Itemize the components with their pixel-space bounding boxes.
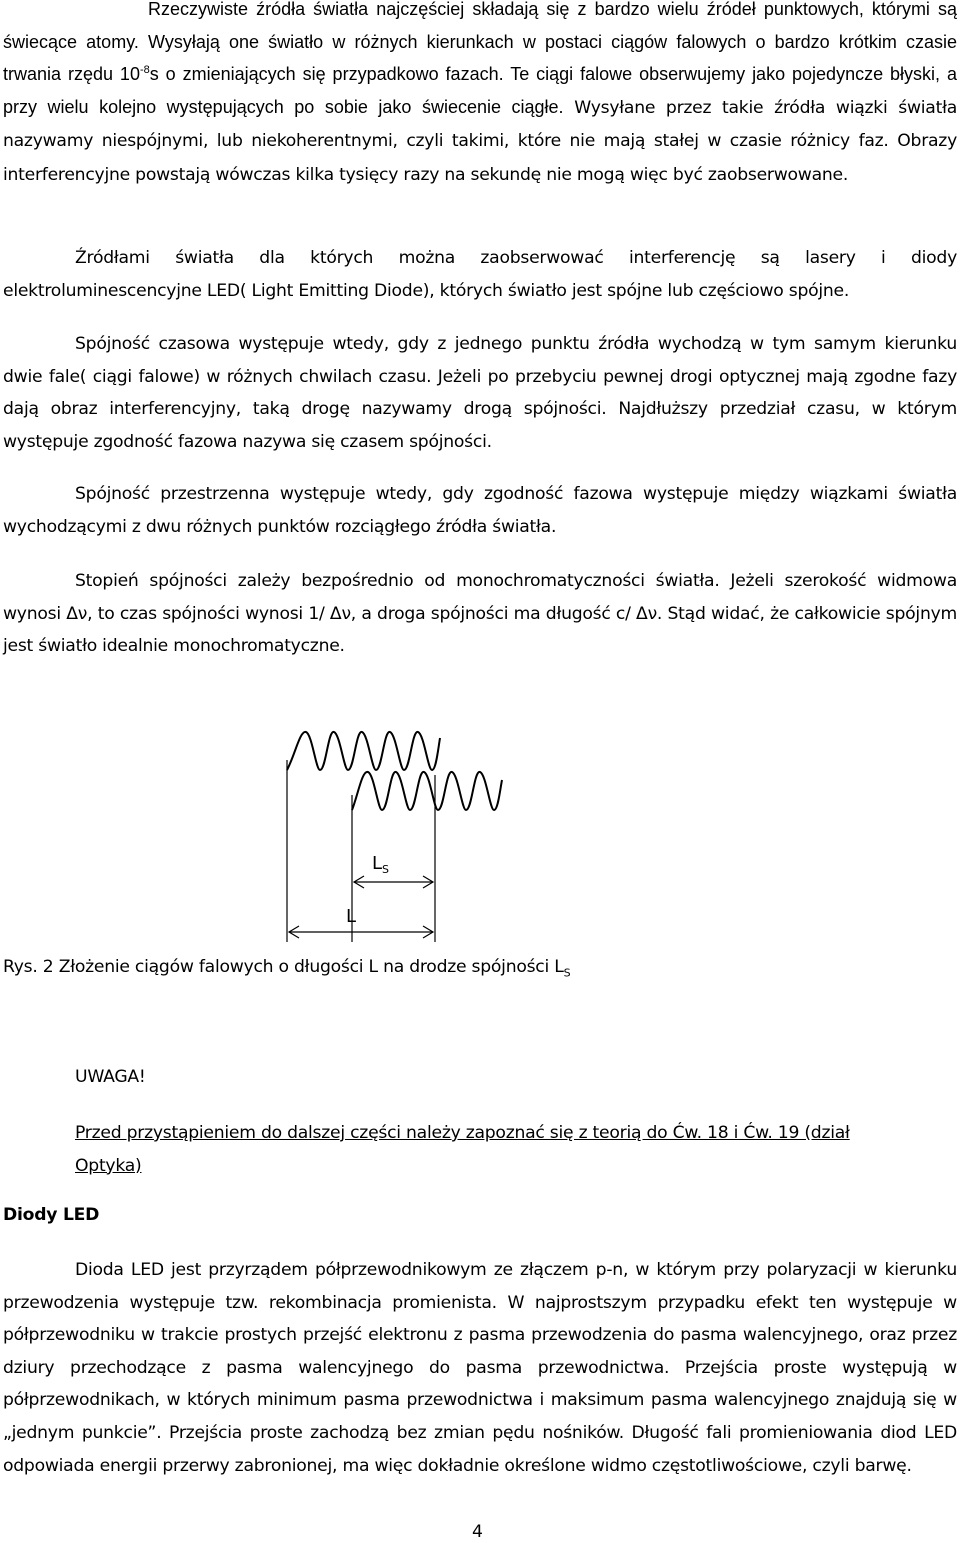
paragraph-text: Wysyłane przez takie źródła wiązki światła nazywamy niespójnymi, lub niekoherentnymi, czyli takimi, które nie mają stałej w czasie różnicy faz. Obrazy interferencyjne powstają wówczas kilka tysięcy razy na sekundę nie mogą więc być zaobserwowane. bbox=[3, 97, 957, 185]
paragraph-text: Rzeczywiste źródła światła najczęściej składają się z bardzo wielu źródeł punktowych, którymi są świecące atomy. Wysyłają one światło w różnych kierunkach w postaci ciągów falowych o bardzo krótkim czasie trwania rzędu 10 bbox=[3, 0, 957, 85]
wave-train-lower bbox=[352, 772, 502, 810]
exponent: -8 bbox=[139, 64, 150, 77]
paragraph-spatial-coherence: Spójność przestrzenna występuje wtedy, gdy zgodność fazowa występuje między wiązkami światła wychodzącymi z dwu różnych punktów rozciągłego źródła światła. bbox=[3, 484, 957, 537]
page-number: 4 bbox=[472, 1522, 483, 1542]
label-l: L bbox=[346, 906, 357, 927]
note-text: Przed przystąpieniem do dalszej części należy zapoznać się z teorią do Ćw. 18 i Ćw. 19 (dział Optyka) bbox=[75, 1123, 850, 1176]
paragraph-coherent-sources: Źródłami światła dla których można zaobserwować interferencję są lasery i diody elektroluminescencyjne LED( Light Emitting Diode), których światło jest spójne lub częściowo spójne. bbox=[3, 248, 957, 301]
label-ls: $L_S$ bbox=[372, 853, 390, 876]
section-heading: Diody LED bbox=[3, 1205, 100, 1225]
figure-caption: Rys. 2 Złożenie ciągów falowych o długości L na drodze spójności $L_S$ bbox=[3, 957, 571, 980]
wave-train-upper bbox=[287, 732, 440, 770]
note-title: UWAGA! bbox=[75, 1067, 146, 1087]
paragraph-led: Dioda LED jest przyrządem półprzewodnikowym ze złączem p-n, w którym przy polaryzacji w kierunku przewodzenia występuje tzw. rekombinacja promienista. W najprostszym przypadku efekt ten występuje w półprzewodniku w trakcie prostych przejść elektronu z pasma przewodzenia do pasma walencyjnego, oraz przez dziury przechodzące z pasma walencyjnego do pasma przewodnictwa. Przejścia proste występują w półprzewodnikach, w których minimum pasma przewodnictwa i maksimum pasma walencyjnego znajdują się w „jednym punkcie”. Przejścia proste zachodzą bez zmian pędu nośników. Długość fali promieniowania diod LED odpowiada energii przerwy zabronionej, ma więc dokładnie określone widmo częstotliwościowe, czyli barwę. bbox=[3, 1260, 957, 1476]
wave-trains-figure bbox=[260, 710, 540, 960]
paragraph-temporal-coherence: Spójność czasowa występuje wtedy, gdy z jednego punktu źródła wychodzą w tym samym kierunku dwie fale( ciągi falowe) w różnych chwilach czasu. Jeżeli po przebyciu pewnej drogi optycznej mają zgodne fazy dają obraz interferencyjny, taką drogę nazywamy drogą spójności. Najdłuższy przedział czasu, w którym występuje zgodność fazowa nazywa się czasem spójności. bbox=[3, 334, 957, 452]
paragraph-monochromaticity: Stopień spójności zależy bezpośrednio od monochromatyczności światła. Jeżeli szerokość widmowa wynosi Δν, to czas spójności wynosi 1/ Δν, a droga spójności ma długość c/ Δν. Stąd widać, że całkowicie spójnym jest światło idealnie monochromatyczne. bbox=[3, 571, 957, 657]
paragraph-incoherent-sources bbox=[3, 0, 957, 192]
paragraph-text: s o zmieniających się przypadkowo fazach. Te ciągi falowe obserwujemy jako pojedyncze błyski, a przy wielu kolejno występujących po sobie jako świecenie ciągłe. bbox=[3, 64, 957, 117]
